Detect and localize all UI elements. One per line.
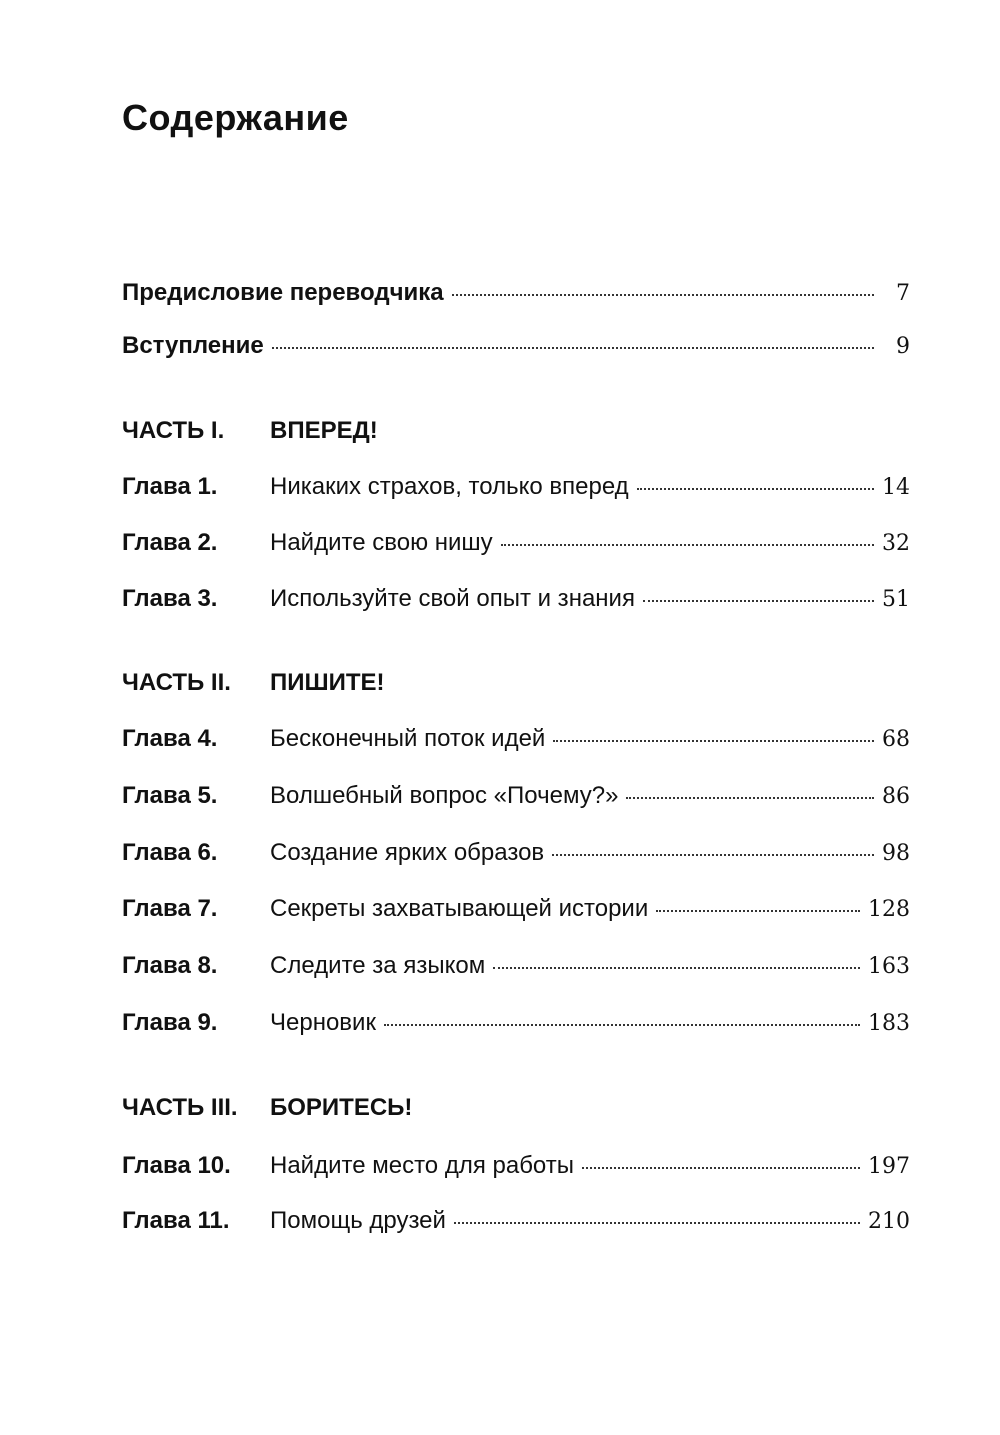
dot-leader <box>552 854 874 856</box>
chapter-label: Глава 6. <box>122 839 218 866</box>
chapter-label: Глава 5. <box>122 782 218 809</box>
dot-leader <box>637 488 874 490</box>
toc-entry-chapter-6[interactable] <box>122 839 910 868</box>
page-number: 197 <box>868 1154 910 1179</box>
toc-entry-chapter-10[interactable] <box>122 1152 910 1181</box>
page-number: 163 <box>868 954 910 979</box>
chapter-label: Глава 9. <box>122 1009 218 1036</box>
dot-leader <box>626 797 874 799</box>
toc-entry-chapter-4[interactable] <box>122 725 910 754</box>
toc-entry-chapter-1[interactable] <box>122 473 910 502</box>
dot-leader <box>452 294 874 296</box>
page-number: 86 <box>882 784 910 809</box>
toc-entry-chapter-8[interactable] <box>122 952 910 981</box>
dot-leader <box>454 1222 860 1224</box>
chapter-title: Никаких страхов, только вперед <box>270 473 629 500</box>
toc-entry-chapter-3[interactable] <box>122 585 910 614</box>
dot-leader <box>272 347 874 349</box>
toc-entry-chapter-9[interactable] <box>122 1009 910 1038</box>
chapter-title: Следите за языком <box>270 952 486 979</box>
chapter-title: Волшебный вопрос «Почему?» <box>270 782 619 809</box>
toc-entry-title: Предисловие переводчика <box>122 279 444 306</box>
part-heading-1[interactable] <box>122 417 910 446</box>
page-number: 68 <box>882 727 910 752</box>
toc-entry-chapter-11[interactable] <box>122 1207 910 1236</box>
chapter-title: Найдите свою нишу <box>270 529 493 556</box>
toc-entry-foreword[interactable] <box>122 279 910 308</box>
part-title: ВПЕРЕД! <box>270 417 378 444</box>
part-label: ЧАСТЬ I. <box>122 417 225 444</box>
chapter-title: Создание ярких образов <box>270 839 545 866</box>
chapter-label: Глава 8. <box>122 952 218 979</box>
page-number: 51 <box>882 587 910 612</box>
dot-leader <box>384 1024 860 1026</box>
chapter-label: Глава 10. <box>122 1152 231 1179</box>
dot-leader <box>582 1167 860 1169</box>
chapter-title: Помощь друзей <box>270 1207 446 1234</box>
page-number: 9 <box>896 334 910 359</box>
chapter-label: Глава 4. <box>122 725 218 752</box>
dot-leader <box>493 967 860 969</box>
dot-leader <box>656 910 860 912</box>
part-label: ЧАСТЬ III. <box>122 1094 238 1121</box>
dot-leader <box>643 600 874 602</box>
chapter-title: Секреты захватывающей истории <box>270 895 649 922</box>
dot-leader <box>501 544 874 546</box>
chapter-title: Черновик <box>270 1009 376 1036</box>
page-number: 210 <box>868 1209 910 1234</box>
part-title: ПИШИТЕ! <box>270 669 385 696</box>
part-title: БОРИТЕСЬ! <box>270 1094 413 1121</box>
chapter-title: Найдите место для работы <box>270 1152 574 1179</box>
page-title: Содержание <box>122 97 349 138</box>
page-number: 128 <box>868 897 910 922</box>
page-number: 98 <box>882 841 910 866</box>
toc-entry-introduction[interactable] <box>122 332 910 361</box>
part-heading-3[interactable] <box>122 1094 910 1123</box>
part-label: ЧАСТЬ II. <box>122 669 231 696</box>
chapter-label: Глава 2. <box>122 529 218 556</box>
toc-entry-chapter-5[interactable] <box>122 782 910 811</box>
chapter-label: Глава 7. <box>122 895 218 922</box>
chapter-label: Глава 11. <box>122 1207 230 1234</box>
toc-entry-chapter-2[interactable] <box>122 529 910 558</box>
page-number: 7 <box>896 281 910 306</box>
part-heading-2[interactable] <box>122 669 910 698</box>
page-number: 32 <box>882 531 910 556</box>
page-number: 14 <box>882 475 910 500</box>
toc-entry-chapter-7[interactable] <box>122 895 910 924</box>
chapter-label: Глава 3. <box>122 585 218 612</box>
chapter-title: Бесконечный поток идей <box>270 725 546 752</box>
toc-entry-title: Вступление <box>122 332 264 359</box>
chapter-title: Используйте свой опыт и знания <box>270 585 635 612</box>
page-number: 183 <box>868 1011 910 1036</box>
chapter-label: Глава 1. <box>122 473 218 500</box>
dot-leader <box>553 740 874 742</box>
